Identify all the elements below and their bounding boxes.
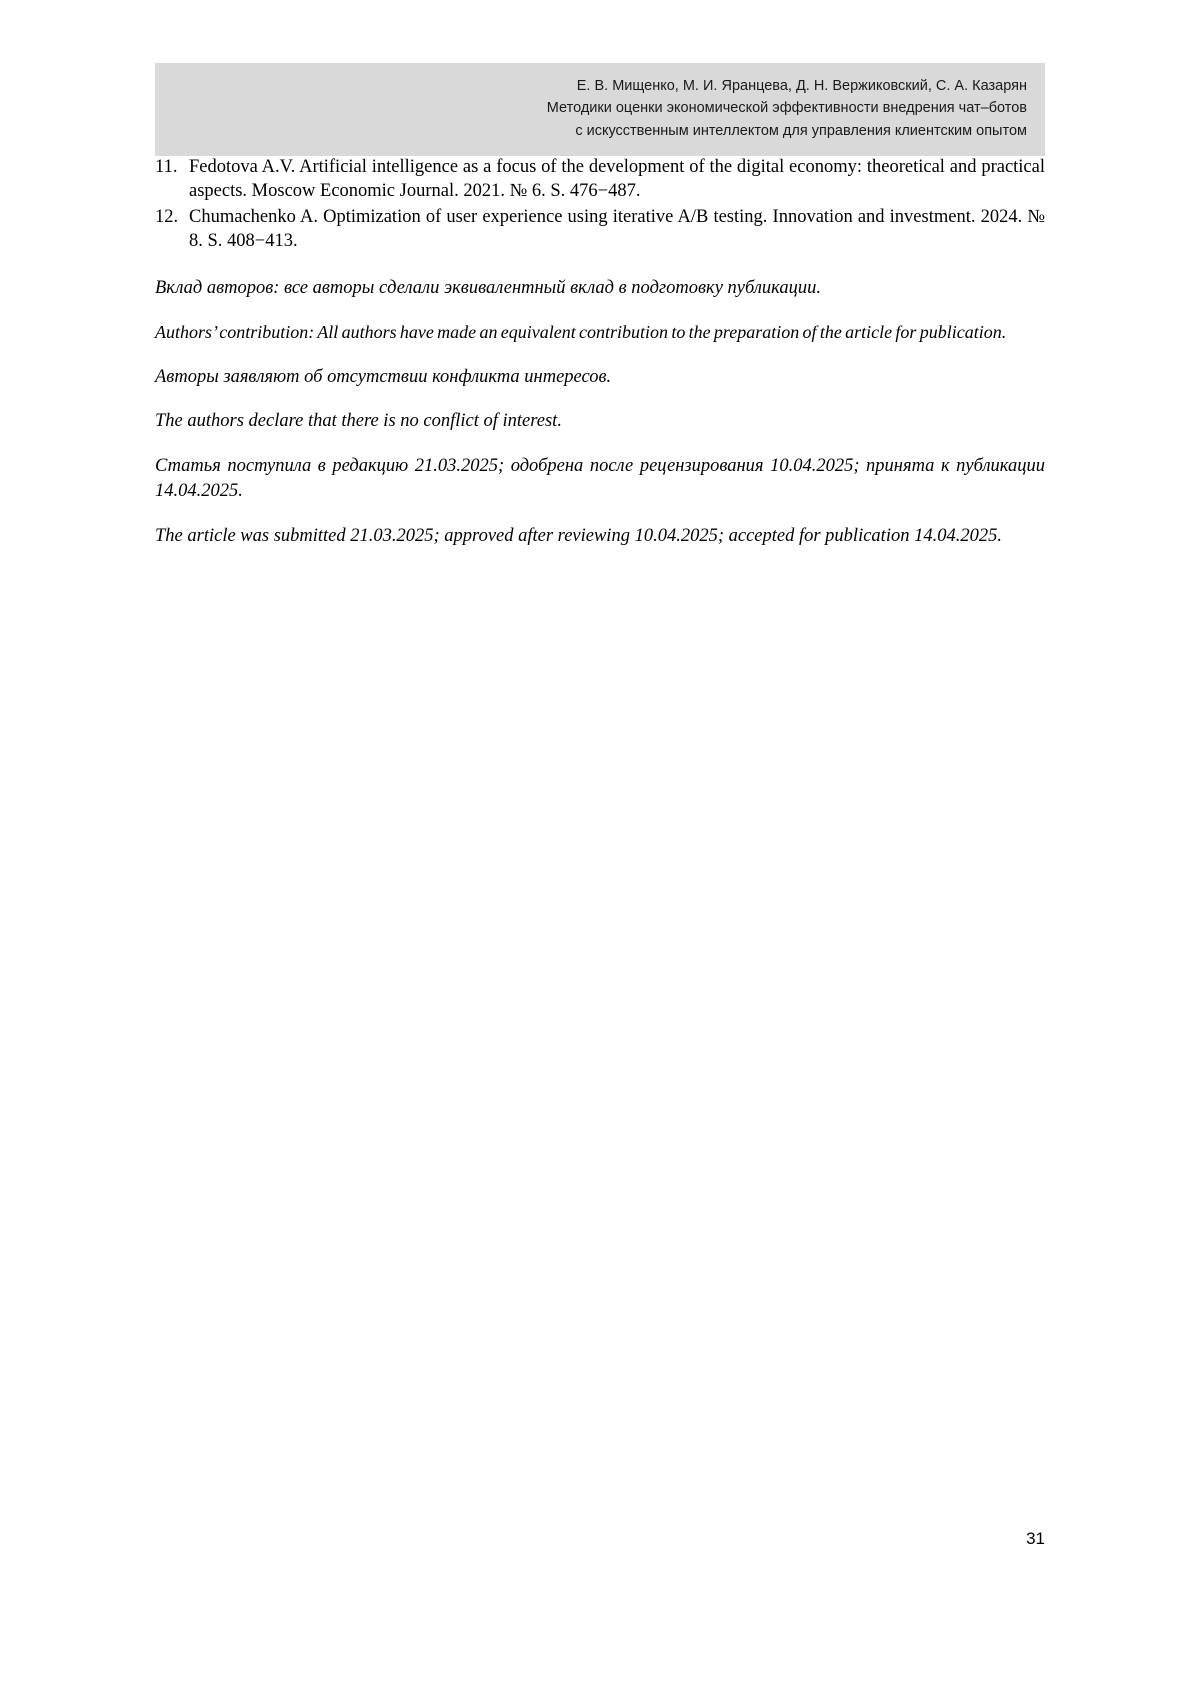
authors-contribution-ru: Вклад авторов: все авторы сделали эквивалентный вклад в подготовку публикации. bbox=[155, 277, 821, 298]
conflict-of-interest-en: The authors declare that there is no conflict of interest. bbox=[155, 411, 562, 432]
page-number: 31 bbox=[1026, 1529, 1045, 1548]
running-head-title-line1: Методики оценки экономической эффективности внедрения чат–ботов bbox=[546, 100, 1027, 117]
conflict-of-interest-ru: Авторы заявляют об отсутствии конфликта интересов. bbox=[155, 366, 612, 387]
reference-text: Chumachenko A. Optimization of user experience using iterative A/B testing. Innovation and investment. 2024. № 8. S. 408−413. bbox=[189, 206, 1045, 252]
running-head bbox=[155, 63, 1045, 156]
submission-dates-en: The article was submitted 21.03.2025; approved after reviewing 10.04.2025; accepted for publication 14.04.2025. bbox=[155, 525, 1002, 546]
running-head-authors: Е. В. Мищенко, М. И. Яранцева, Д. Н. Вержиковский, С. А. Казарян bbox=[576, 78, 1027, 94]
reference-number: 11. bbox=[155, 157, 178, 177]
reference-list bbox=[155, 155, 1045, 254]
list-item bbox=[155, 155, 1045, 204]
page-content bbox=[155, 155, 1045, 567]
reference-number: 12. bbox=[155, 206, 179, 227]
authors-contribution-en: Authors’ contribution: All authors have made an equivalent contribution to the preparation of the article for publication. bbox=[155, 322, 1007, 343]
list-item bbox=[155, 205, 1045, 254]
reference-text: Fedotova A.V. Artificial intelligence as a focus of the development of the digital economy: theoretical and practical aspects. Moscow Economic Journal. 2021. № 6. S. 476−487. bbox=[189, 157, 1045, 202]
submission-dates-ru: Статья поступила в редакцию 21.03.2025; одобрена после рецензирования 10.04.2025; принята к публикации 14.04.2025. bbox=[155, 456, 1045, 501]
running-head-title-line2: с искусственным интеллектом для управления клиентским опытом bbox=[575, 122, 1027, 139]
